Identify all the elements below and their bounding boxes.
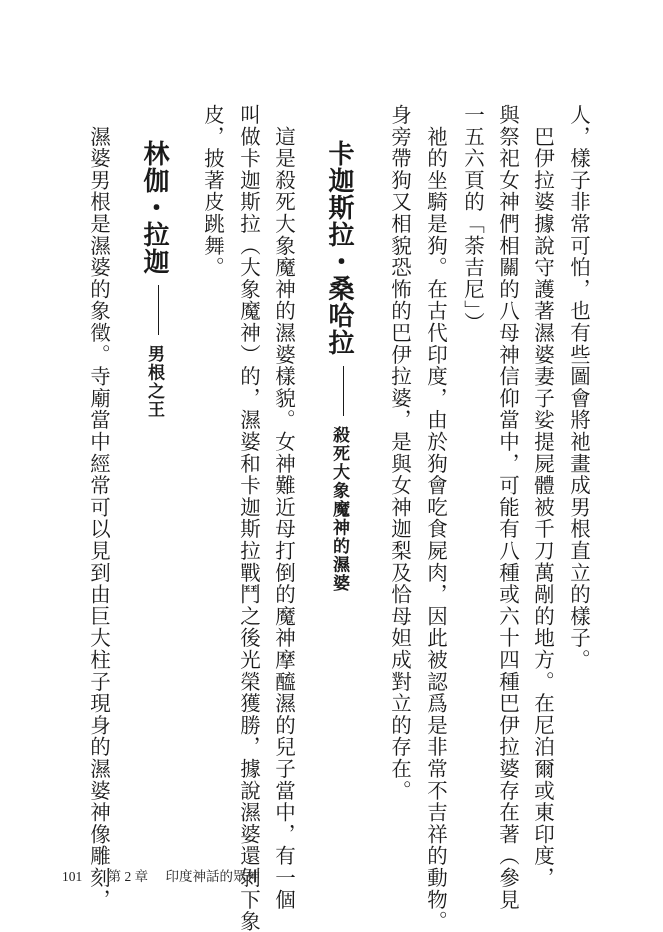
chapter-label: 第 2 章 (107, 869, 149, 884)
heading-title: 卡迦斯拉・桑哈拉 (324, 140, 354, 356)
chapter-title: 印度神話的眾神 (165, 869, 260, 884)
section-heading (326, 140, 352, 593)
heading-dash (343, 366, 345, 416)
heading-title: 林伽・拉迦 (139, 140, 169, 275)
section-heading (141, 140, 167, 419)
page-footer (62, 865, 260, 885)
heading-subtitle: 男根之王 (144, 345, 164, 419)
body-line: 巴伊拉婆據說守護著濕婆妻子娑提屍體被千刀萬剮的地方。在尼泊爾或東印度， (530, 104, 555, 889)
body-line: 身旁帶狗又相貌恐怖的巴伊拉婆，是與女神迦梨及恰母妲成對立的存在。 (387, 104, 412, 802)
body-line: 叫做卡迦斯拉（大象魔神）的，濕婆和卡迦斯拉戰鬥之後光榮獲勝，據說濕婆還剝下象 (236, 104, 261, 932)
page-number: 101 (62, 869, 83, 884)
body-line: 濕婆男根是濕婆的象徵。寺廟當中經常可以見到由巨大柱子現身的濕婆神像雕刻， (86, 104, 111, 911)
body-line: 一五六頁的「荼吉尼」） (460, 104, 485, 334)
body-line: 這是殺死大象魔神的濕婆樣貌。女神難近母打倒的魔神摩醯濕的兒子當中，有一個 (271, 104, 296, 911)
body-line: 皮，披著皮跳舞。 (200, 104, 225, 279)
body-line: 人，樣子非常可怕，也有些圖會將祂畫成男根直立的樣子。 (566, 104, 591, 671)
heading-dash (158, 285, 160, 335)
body-line: 祂的坐騎是狗。在古代印度，由於狗會吃食屍肉，因此被認爲是非常不吉祥的動物。 (423, 104, 448, 932)
heading-subtitle: 殺死大象魔神的濕婆 (329, 426, 349, 593)
body-line: 與祭祀女神們相關的八母神信仰當中，可能有八種或六十四種巴伊拉婆存在著（參見 (495, 104, 520, 911)
